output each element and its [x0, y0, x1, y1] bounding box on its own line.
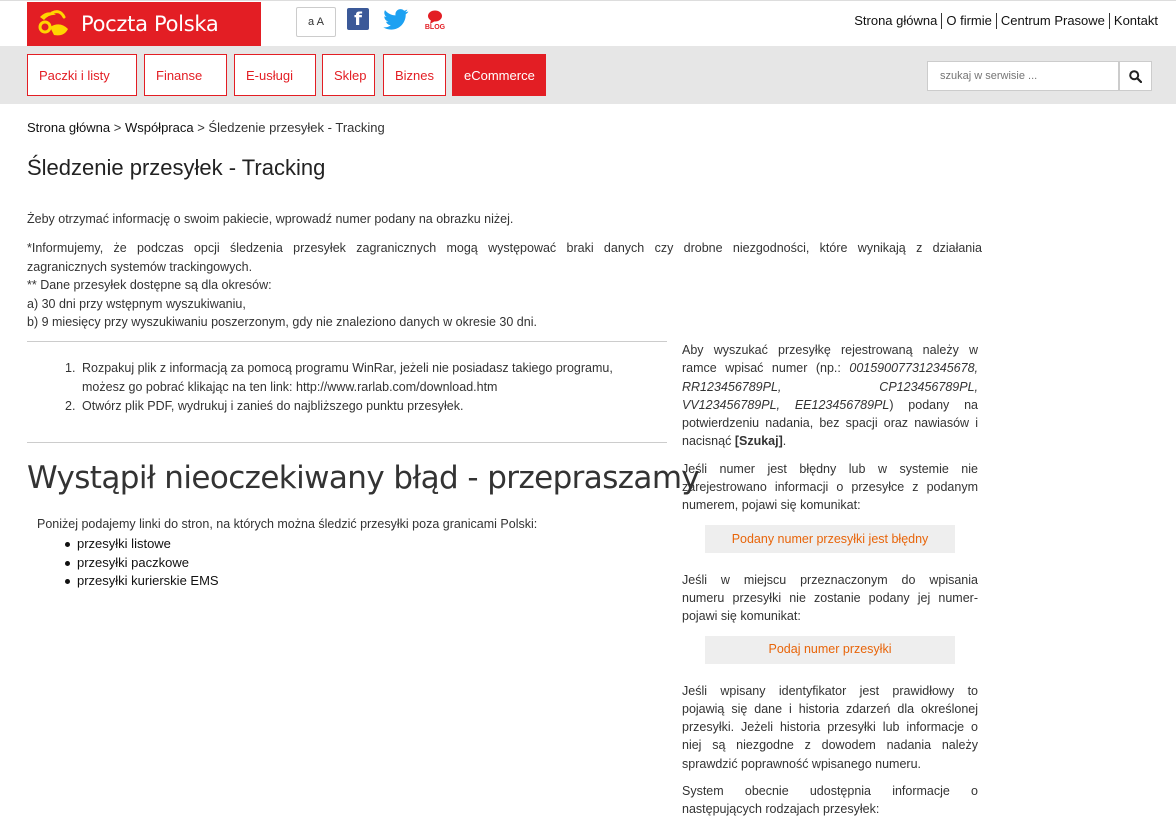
main-nav — [0, 46, 1176, 104]
notice-paragraph — [27, 239, 982, 332]
help-line: Jeśli numer jest błędny lub w systemie nie — [682, 461, 978, 476]
logo-text: Poczta Polska — [81, 12, 219, 36]
help-line — [682, 396, 978, 414]
search-keyword: [Szukaj] — [734, 434, 783, 449]
help-line: numeru przesyłki nie zostanie podany jej numer- — [682, 590, 978, 605]
help-line: przesyłki. Jeżeli historia przesyłki lub informacje o — [682, 720, 978, 735]
step-item — [65, 397, 652, 416]
nav-item-e-uslugi[interactable]: E-usługi — [234, 54, 316, 96]
help-paragraph — [682, 782, 978, 816]
help-line — [682, 378, 978, 396]
search-icon — [1129, 70, 1142, 83]
notice-line: *Informujemy, że podczas opcji śledzenia przesyłek zagranicznych mogą występować braki danych czy drobne niezgodności, które wynikają z działania — [27, 241, 982, 255]
example-number: 00159007731234567 — [849, 361, 968, 376]
help-line — [682, 432, 978, 450]
help-text: ) podany na — [889, 397, 978, 412]
notice-line: ** Dane przesyłek dostępne są dla okresów: — [27, 278, 272, 292]
help-line: sprawdzić poprawność wpisanego numeru. — [682, 756, 922, 771]
breadcrumb-current: Śledzenie przesyłek - Tracking — [208, 120, 385, 135]
blog-label: BLOG — [424, 24, 446, 31]
step-text: Rozpakuj plik z informacją za pomocą programu WinRar, jeżeli nie posiadasz takiego programu, — [82, 361, 613, 375]
link-letters[interactable]: przesyłki listowe — [77, 536, 171, 551]
breadcrumb-separator: > — [193, 120, 209, 135]
step-text: możesz go pobrać klikając na ten link: http://www.rarlab.com/download.htm — [82, 380, 498, 394]
help-line: niej są niezgodne z dowodem nadania należy — [682, 738, 978, 753]
poczta-polska-logo[interactable] — [27, 2, 261, 46]
breadcrumb-section[interactable]: Współpraca — [124, 120, 194, 135]
top-bar — [0, 0, 1176, 46]
instruction-steps — [65, 359, 652, 416]
help-line: Aby wyszukać przesyłkę rejestrowaną należy w — [682, 343, 978, 357]
notice-line: a) 30 dni przy wstępnym wyszukiwaniu, — [27, 296, 246, 311]
help-line: pojawi się komunikat: — [682, 609, 801, 624]
blog-icon[interactable] — [421, 8, 449, 34]
intro-paragraph: Żeby otrzymać informację o swoim pakiecie, wprowadź numer podany na obrazku niżej. — [27, 212, 514, 226]
top-links — [850, 13, 1162, 29]
breadcrumb — [27, 120, 385, 135]
search-button[interactable] — [1119, 61, 1152, 91]
example-number: CP123456789PL, — [879, 379, 978, 394]
help-line: następujących rodzajach przesyłek: — [682, 802, 880, 816]
nav-item-finanse[interactable]: Finanse — [144, 54, 227, 96]
help-line: zarejestrowano informacji o przesyłce z podanym — [682, 480, 978, 495]
help-line: Jeśli wpisany identyfikator jest prawidłowy to — [682, 683, 978, 698]
help-sidebar — [682, 341, 978, 816]
error-title: Wystąpił nieoczekiwany błąd - przepraszamy — [27, 460, 700, 496]
error-message-sample: Podany numer przesyłki jest błędny — [705, 525, 955, 553]
top-link-home[interactable]: Strona główna — [854, 13, 938, 28]
help-line: System obecnie udostępnia informacje o — [682, 784, 978, 799]
list-item — [64, 535, 219, 554]
step-number: 1. — [65, 361, 76, 375]
help-line: pojawią się dane i historia zdarzeń dla określonej — [682, 701, 978, 716]
tracking-links-list — [64, 535, 219, 591]
nav-item-ecommerce[interactable]: eCommerce — [452, 54, 546, 96]
help-line — [682, 359, 978, 377]
font-size-button[interactable]: a A — [296, 7, 336, 37]
help-paragraph — [682, 460, 978, 515]
help-paragraph — [682, 682, 978, 773]
step-text: Otwórz plik PDF, wydrukuj i zanieś do najbliższego punktu przesyłek. — [82, 399, 464, 413]
example-number: 8, — [967, 361, 978, 376]
example-number: EE123456789PL — [794, 397, 890, 412]
breadcrumb-home[interactable]: Strona główna — [27, 120, 111, 135]
help-text: . — [782, 434, 787, 449]
help-line: potwierdzeniu nadania, bez spacji oraz nawiasów i — [682, 416, 978, 431]
horn-logo-icon — [27, 2, 81, 46]
notice-line: b) 9 miesięcy przy wyszukiwaniu poszerzonym, gdy nie znaleziono danych w okresie 30 dni. — [27, 315, 537, 329]
nav-item-biznes[interactable]: Biznes — [383, 54, 446, 96]
help-text: nacisnąć — [682, 434, 735, 449]
intro-text — [27, 210, 982, 342]
example-number: VV123456789PL, — [682, 397, 781, 412]
help-line: Jeśli w miejscu przeznaczonym do wpisania — [682, 572, 978, 587]
top-link-press[interactable]: Centrum Prasowe — [996, 13, 1109, 29]
divider — [27, 442, 667, 443]
divider — [27, 341, 667, 342]
facebook-icon[interactable]: f — [347, 8, 369, 30]
list-item — [64, 554, 219, 573]
help-paragraph — [682, 341, 978, 451]
list-item — [64, 572, 219, 591]
search-input[interactable] — [927, 61, 1119, 91]
nav-item-sklep[interactable]: Sklep — [322, 54, 375, 96]
links-intro: Poniżej podajemy linki do stron, na których można śledzić przesyłki poza granicami Polski: — [37, 517, 538, 531]
step-number: 2. — [65, 399, 76, 413]
twitter-icon[interactable] — [382, 8, 410, 30]
link-ems[interactable]: przesyłki kurierskie EMS — [77, 573, 219, 588]
notice-line: zagranicznych systemów trackingowych. — [27, 259, 253, 274]
help-line: numerem, pojawi się komunikat: — [682, 498, 861, 513]
example-number: RR123456789PL, — [682, 379, 782, 394]
help-paragraph — [682, 571, 978, 626]
link-parcels[interactable]: przesyłki paczkowe — [77, 554, 189, 570]
help-text: ramce wpisać numer (np.: — [682, 361, 850, 376]
top-link-about[interactable]: O firmie — [941, 13, 996, 29]
page-title: Śledzenie przesyłek - Tracking — [27, 155, 326, 180]
step-item — [65, 359, 652, 397]
breadcrumb-separator: > — [110, 120, 125, 135]
top-link-contact[interactable]: Kontakt — [1109, 13, 1162, 29]
empty-number-message-sample: Podaj numer przesyłki — [705, 636, 955, 664]
nav-item-paczki[interactable]: Paczki i listy — [27, 54, 137, 96]
